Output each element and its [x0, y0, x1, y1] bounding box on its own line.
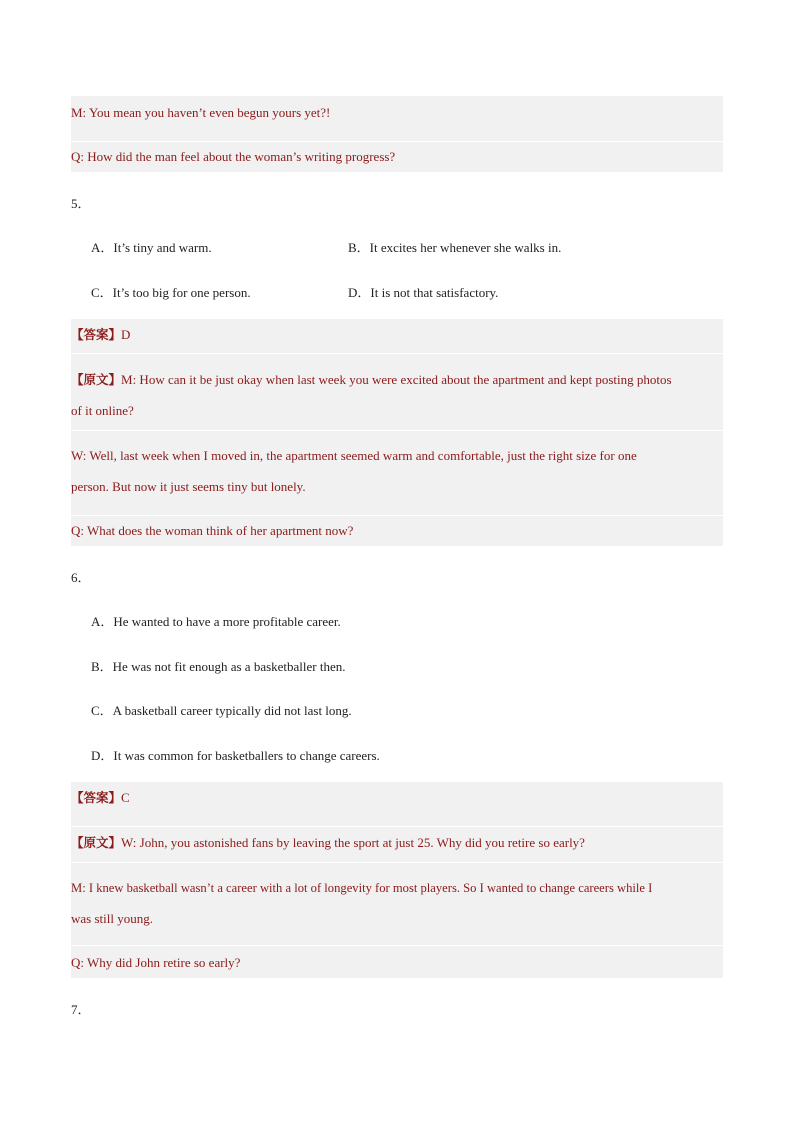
divider: [71, 826, 723, 827]
question-line: Q: Why did John retire so early?: [71, 955, 241, 970]
option-a: A．He wanted to have a more profitable career.: [91, 614, 341, 629]
divider: [71, 141, 723, 142]
divider: [71, 862, 723, 863]
transcript-line: was still young.: [71, 911, 153, 926]
question-line: Q: How did the man feel about the woman’s writing progress?: [71, 149, 396, 164]
transcript-line: person. But now it just seems tiny but lonely.: [71, 479, 306, 494]
question-number-5: 5．: [71, 196, 91, 211]
transcript-line: 【原文】M: How can it be just okay when last week you were excited about the apartment and kept posting photos: [71, 372, 672, 387]
divider: [71, 353, 723, 354]
answer-value: C: [121, 790, 130, 805]
answer-value: D: [121, 327, 131, 342]
transcript-line: M: I knew basketball wasn’t a career with a lot of longevity for most players. So I wanted to change careers while I: [71, 881, 653, 895]
question-line: Q: What does the woman think of her apartment now?: [71, 523, 354, 538]
question-number-6: 6．: [71, 570, 91, 585]
transcript-tag: 【原文】: [71, 372, 122, 387]
transcript-line: of it online?: [71, 403, 134, 418]
answer-tag: 【答案】: [71, 327, 122, 342]
transcript-line: W: Well, last week when I moved in, the apartment seemed warm and comfortable, just the right size for one: [71, 448, 637, 463]
transcript-line: 【原文】W: John, you astonished fans by leaving the sport at just 25. Why did you retire so early?: [71, 835, 585, 850]
answer-tag: 【答案】: [71, 790, 122, 805]
divider: [71, 430, 723, 431]
option-a: A．It’s tiny and warm.: [91, 240, 212, 255]
transcript-tag: 【原文】: [71, 835, 122, 850]
question-number-7: 7．: [71, 1002, 91, 1017]
answer-line-q5: [71, 326, 723, 344]
divider: [71, 945, 723, 946]
option-c: C．A basketball career typically did not last long.: [91, 703, 352, 718]
option-b: B．It excites her whenever she walks in.: [348, 240, 562, 255]
transcript-line: M: You mean you haven’t even begun yours yet?!: [71, 105, 331, 120]
option-d: D．It was common for basketballers to change careers.: [91, 748, 380, 763]
divider: [71, 515, 723, 516]
option-d: D．It is not that satisfactory.: [348, 285, 499, 300]
answer-line-q6: [71, 789, 723, 807]
option-b: B．He was not fit enough as a basketballer then.: [91, 659, 346, 674]
option-c: C．It’s too big for one person.: [91, 285, 251, 300]
